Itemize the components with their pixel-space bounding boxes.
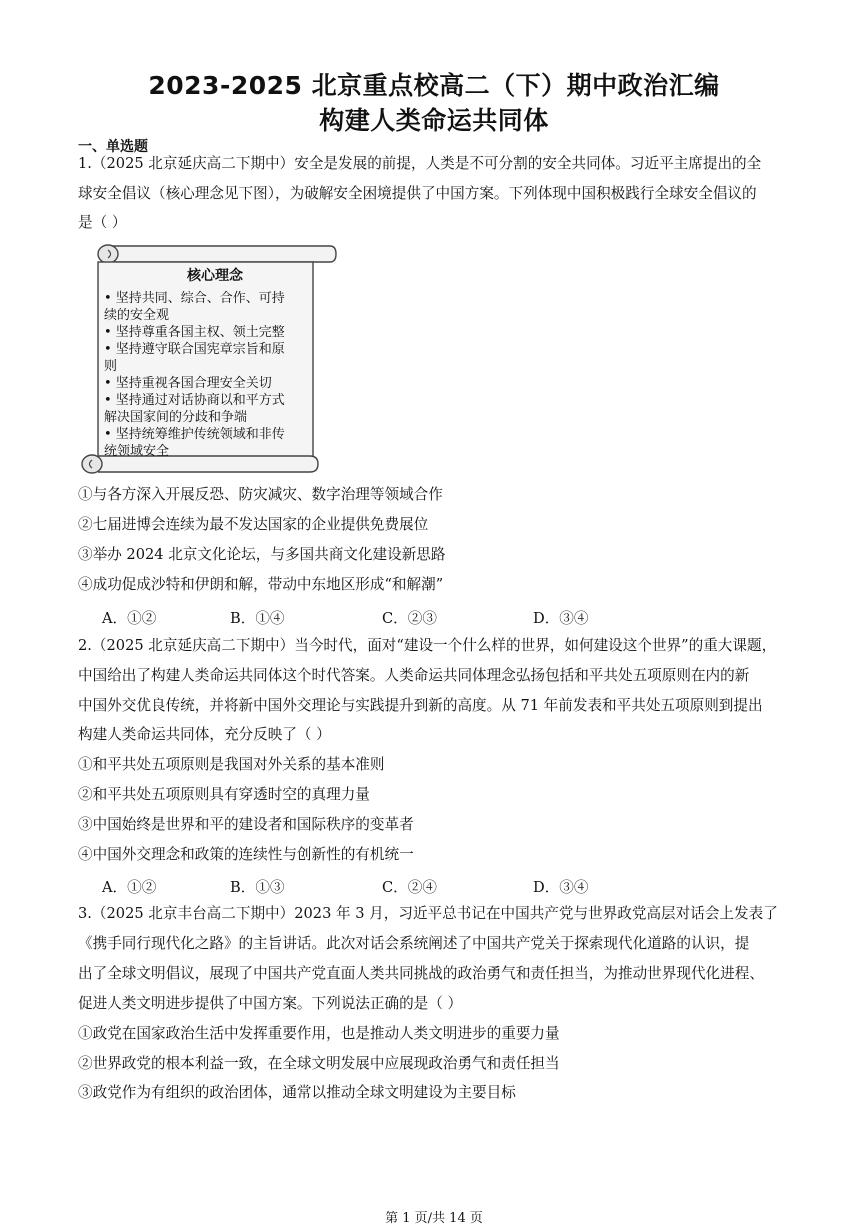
scroll-item: • 坚持共同、综合、合作、可持	[104, 291, 285, 306]
q3-statement: ③政党作为有组织的政治团体，通常以推动全球文明建设为主要目标	[78, 1084, 516, 1101]
q2-stem-line: 构建人类命运共同体，充分反映了（ ）	[78, 726, 331, 743]
q1-statement: ①与各方深入开展反恐、防灾减灾、数字治理等领域合作	[78, 486, 443, 503]
page-footer: 第 1 页/共 14 页	[385, 1211, 483, 1226]
q2-statement: ②和平共处五项原则具有穿透时空的真理力量	[78, 786, 370, 803]
scroll-item: • 坚持统筹维护传统领域和非传	[104, 427, 285, 442]
q2-statement: ③中国始终是世界和平的建设者和国际秩序的变革者	[78, 816, 414, 833]
q3-stem-line: 《携手同行现代化之路》的主旨讲话。此次对话会系统阐述了中国共产党关于探索现代化道路的认识，提	[78, 935, 750, 952]
q3-stem-line: 出了全球文明倡议，展现了中国共产党直面人类共同挑战的政治勇气和责任担当，为推动世界现代化进程、	[78, 965, 764, 982]
section-heading: 一、单选题	[78, 139, 148, 155]
q2-stem-line: 中国给出了构建人类命运共同体这个时代答案。人类命运共同体理念弘扬包括和平共处五项原则在内的新	[78, 667, 750, 684]
q1-statement: ②七届进博会连续为最不发达国家的企业提供免费展位	[78, 516, 429, 533]
q2-option-a[interactable]: A．①②	[102, 879, 157, 896]
q2-option-c[interactable]: C．②④	[382, 879, 437, 896]
scroll-item: 则	[104, 359, 118, 374]
scroll-item: • 坚持通过对话协商以和平方式	[104, 393, 285, 408]
q2-statement: ①和平共处五项原则是我国对外关系的基本准则	[78, 756, 385, 773]
q1-statement: ④成功促成沙特和伊朗和解，带动中东地区形成“和解潮”	[78, 576, 444, 593]
q2-option-b[interactable]: B．①③	[230, 879, 285, 896]
document-subtitle: 构建人类命运共同体	[319, 106, 549, 135]
q1-statement: ③举办 2024 北京文化论坛，与多国共商文化建设新思路	[78, 546, 446, 563]
q2-option-d[interactable]: D．③④	[533, 879, 589, 896]
q1-option-a[interactable]: A．①②	[102, 610, 157, 627]
scroll-item: • 坚持重视各国合理安全关切	[104, 376, 272, 391]
q3-stem-line: 促进人类文明进步提供了中国方案。下列说法正确的是（ ）	[78, 995, 463, 1012]
q2-stem-line: 2.（2025 北京延庆高二下期中）当今时代，面对“建设一个什么样的世界，如何建设这个世界”的重大课题，	[78, 637, 777, 654]
core-concept-scroll-figure	[78, 240, 338, 480]
scroll-heading: 核心理念	[187, 268, 243, 284]
q3-statement: ①政党在国家政治生活中发挥重要作用，也是推动人类文明进步的重要力量	[78, 1025, 560, 1042]
scroll-item: 统领域安全	[104, 444, 170, 459]
scroll-item: 解决国家间的分歧和争端	[104, 410, 248, 425]
scroll-item: 续的安全观	[104, 308, 170, 323]
q1-option-c[interactable]: C．②③	[382, 610, 437, 627]
q3-stem-line: 3.（2025 北京丰台高二下期中）2023 年 3 月，习近平总书记在中国共产党与世界政党高层对话会上发表了	[78, 905, 778, 922]
q1-option-d[interactable]: D．③④	[533, 610, 589, 627]
scroll-item: • 坚持遵守联合国宪章宗旨和原	[104, 342, 285, 357]
q3-statement: ②世界政党的根本利益一致，在全球文明发展中应展现政治勇气和责任担当	[78, 1055, 560, 1072]
scroll-text	[104, 268, 314, 460]
q1-option-b[interactable]: B．①④	[230, 610, 285, 627]
document-title: 2023-2025 北京重点校高二（下）期中政治汇编	[148, 71, 720, 100]
scroll-item: • 坚持尊重各国主权、领土完整	[104, 325, 285, 340]
q2-statement: ④中国外交理念和政策的连续性与创新性的有机统一	[78, 846, 414, 863]
q2-stem-line: 中国外交优良传统，并将新中国外交理论与实践提升到新的高度。从 71 年前发表和平共处五项原则到提出	[78, 697, 763, 714]
q1-stem-line: 球安全倡议（核心理念见下图），为破解安全困境提供了中国方案。下列体现中国积极践行全球安全倡议的	[78, 185, 757, 202]
q1-stem-line: 1.（2025 北京延庆高二下期中）安全是发展的前提，人类是不可分割的安全共同体。习近平主席提出的全	[78, 155, 762, 172]
q1-stem-line: 是（ ）	[78, 214, 127, 231]
